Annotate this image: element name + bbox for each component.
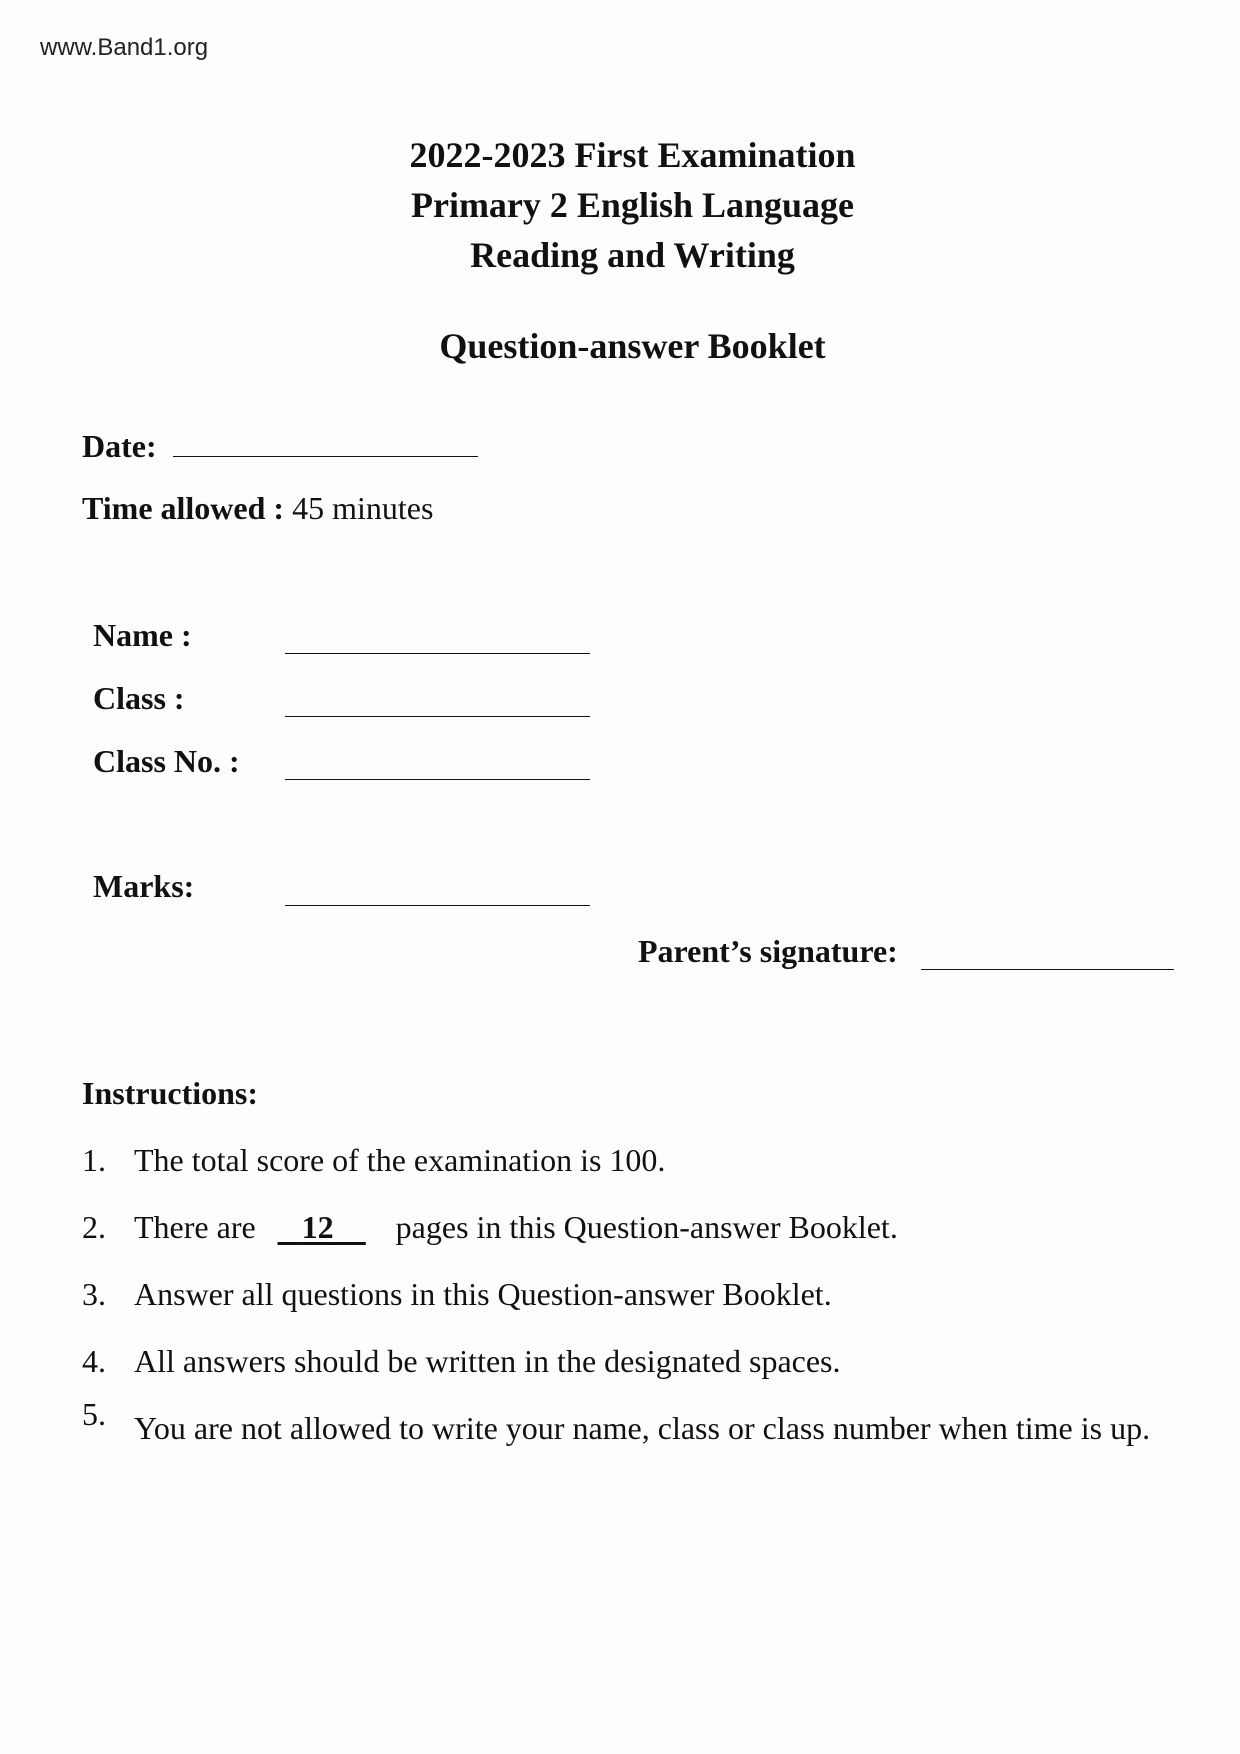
instruction-item	[82, 1140, 1192, 1180]
date-label: Date:	[82, 428, 157, 464]
instruction-item	[82, 1341, 1192, 1381]
instruction-text: All answers should be written in the designated spaces.	[134, 1343, 841, 1379]
instruction-number: 3.	[82, 1276, 106, 1312]
pages-count-value: 12	[301, 1209, 334, 1245]
instructions-list	[82, 1140, 1192, 1489]
instruction-text: The total score of the examination is 100.	[134, 1142, 666, 1178]
instruction-item	[82, 1274, 1192, 1314]
date-blank[interactable]	[173, 456, 478, 457]
class-no-label: Class No. :	[93, 743, 240, 779]
website-url: www.Band1.org	[40, 34, 209, 61]
class-label: Class :	[93, 680, 185, 716]
pages-count	[264, 1207, 388, 1247]
instruction-number: 2.	[82, 1209, 106, 1245]
exam-title-line-2: Primary 2 English Language	[410, 185, 855, 225]
date-row	[82, 428, 478, 465]
parent-signature-label: Parent’s signature:	[638, 933, 898, 969]
instruction-item	[82, 1207, 1192, 1247]
instruction-item	[82, 1394, 1192, 1462]
instruction-number: 4.	[82, 1343, 106, 1379]
class-blank[interactable]	[285, 716, 590, 717]
instruction-text: Answer all questions in this Question-answer Booklet.	[134, 1276, 832, 1312]
instruction-text-post: pages in this Question-answer Booklet.	[395, 1209, 898, 1245]
instruction-text: You are not allowed to write your name, class or class number when time is up.	[134, 1410, 1151, 1446]
time-allowed-value: 45 minutes	[292, 490, 434, 526]
exam-title-line-3: Reading and Writing	[470, 235, 795, 275]
marks-label: Marks:	[93, 868, 195, 904]
instruction-number: 5.	[82, 1396, 106, 1432]
name-blank[interactable]	[285, 653, 590, 654]
marks-blank[interactable]	[285, 905, 590, 906]
parent-signature-blank[interactable]	[921, 969, 1174, 970]
booklet-title: Question-answer Booklet	[439, 326, 826, 366]
instruction-number: 1.	[82, 1142, 106, 1178]
time-allowed-row	[82, 490, 433, 527]
name-label: Name :	[93, 617, 192, 653]
instruction-text-pre: There are	[134, 1209, 256, 1245]
class-no-blank[interactable]	[285, 779, 590, 780]
exam-title	[0, 130, 1240, 280]
time-allowed-label: Time allowed :	[82, 490, 285, 526]
exam-title-line-1: 2022-2023 First Examination	[409, 135, 856, 175]
instructions-heading: Instructions:	[82, 1075, 259, 1111]
